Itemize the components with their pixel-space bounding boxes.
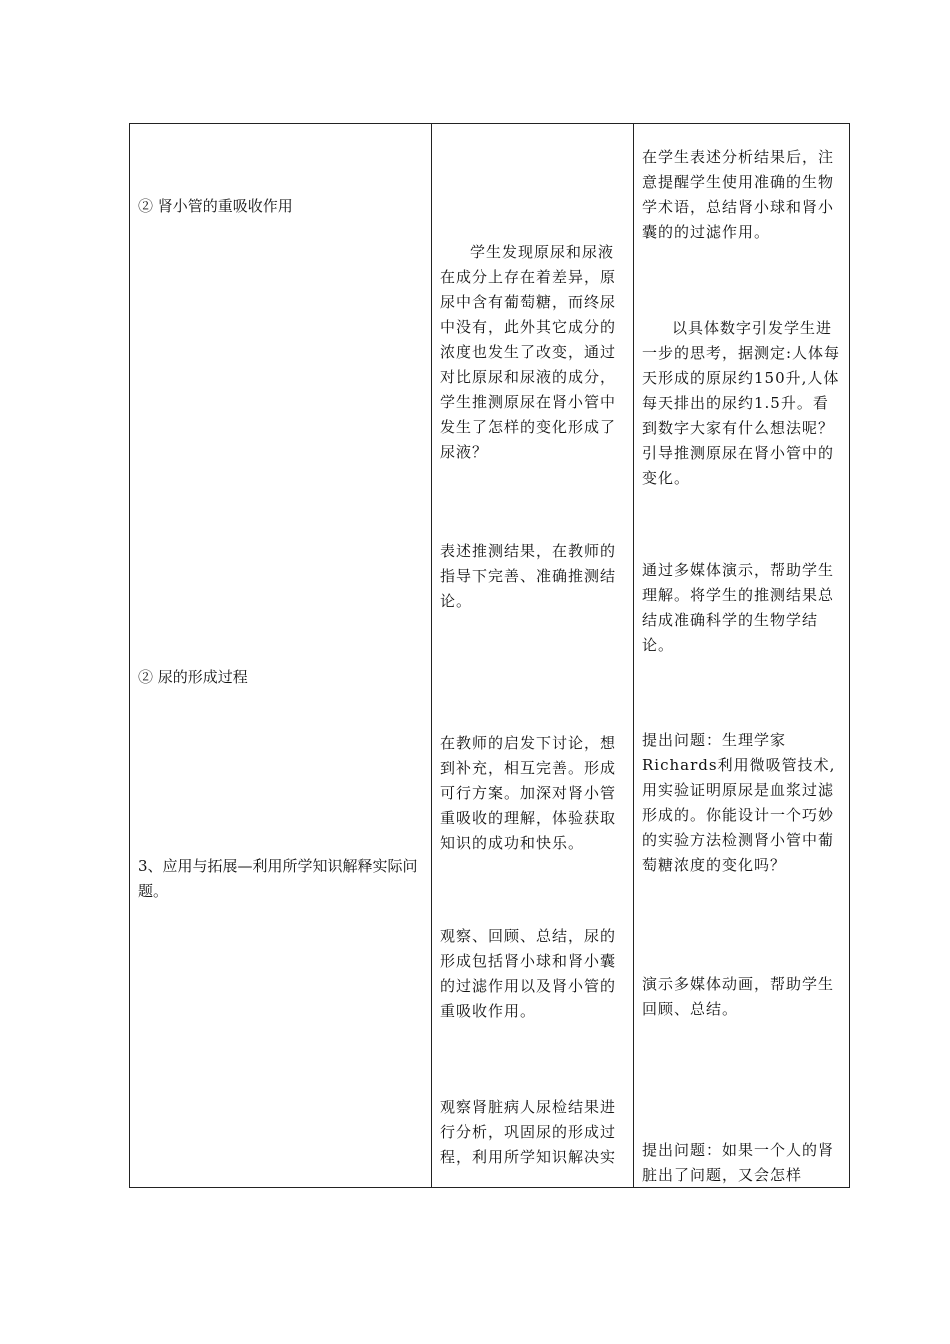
student-activity-2: 表述推测结果，在教师的指导下完善、准确推测结论。 [440, 542, 617, 610]
column-divider [431, 124, 432, 1187]
student-activity-5: 观察肾脏病人尿检结果进行分析，巩固尿的形成过程，利用所学知识解决实 [440, 1098, 617, 1166]
teacher-activity-4: 提出问题：生理学家Richards利用微吸管技术,用实验证明原尿是血浆过滤形成的。你能设计一个巧妙的实验方法检测肾小管中葡萄糖浓度的变化吗？ [642, 731, 836, 874]
content-item-urine-formation: ② 尿的形成过程 [138, 668, 248, 686]
student-activity-4: 观察、回顾、总结，尿的形成包括肾小球和肾小囊的过滤作用以及肾小管的重吸收作用。 [440, 927, 617, 1020]
teacher-activity-6: 提出问题：如果一个人的肾脏出了问题，又会怎样 [642, 1141, 835, 1184]
column-divider [633, 124, 634, 1187]
teacher-activity-5: 演示多媒体动画，帮助学生回顾、总结。 [642, 975, 835, 1018]
lesson-plan-table [129, 123, 850, 1188]
student-activity-1: 学生发现原尿和尿液在成分上存在着差异，原尿中含有葡萄糖，而终尿中没有，此外其它成分的浓度也发生了改变，通过对比原尿和尿液的成分，学生推测原尿在肾小管中发生了怎样的变化形成了尿液？ [440, 243, 617, 461]
teacher-activity-2: 以具体数字引发学生进一步的思考，据测定:人体每天形成的原尿约150升,人体每天排出的尿约1.5升。看到数字大家有什么想法呢？引导推测原尿在肾小管中的变化。 [642, 319, 841, 487]
content-item-tubule-reabsorption: ② 肾小管的重吸收作用 [138, 197, 293, 215]
content-item-application: 3、应用与拓展—利用所学知识解释实际问题。 [138, 857, 418, 900]
teacher-activity-3: 通过多媒体演示，帮助学生理解。将学生的推测结果总结成准确科学的生物学结论。 [642, 561, 835, 654]
student-activity-3: 在教师的启发下讨论，想到补充，相互完善。形成可行方案。加深对肾小管重吸收的理解，体验获取知识的成功和快乐。 [440, 734, 617, 852]
teacher-activity-1: 在学生表述分析结果后，注意提醒学生使用准确的生物学术语，总结肾小球和肾小囊的的过滤作用。 [642, 148, 835, 241]
